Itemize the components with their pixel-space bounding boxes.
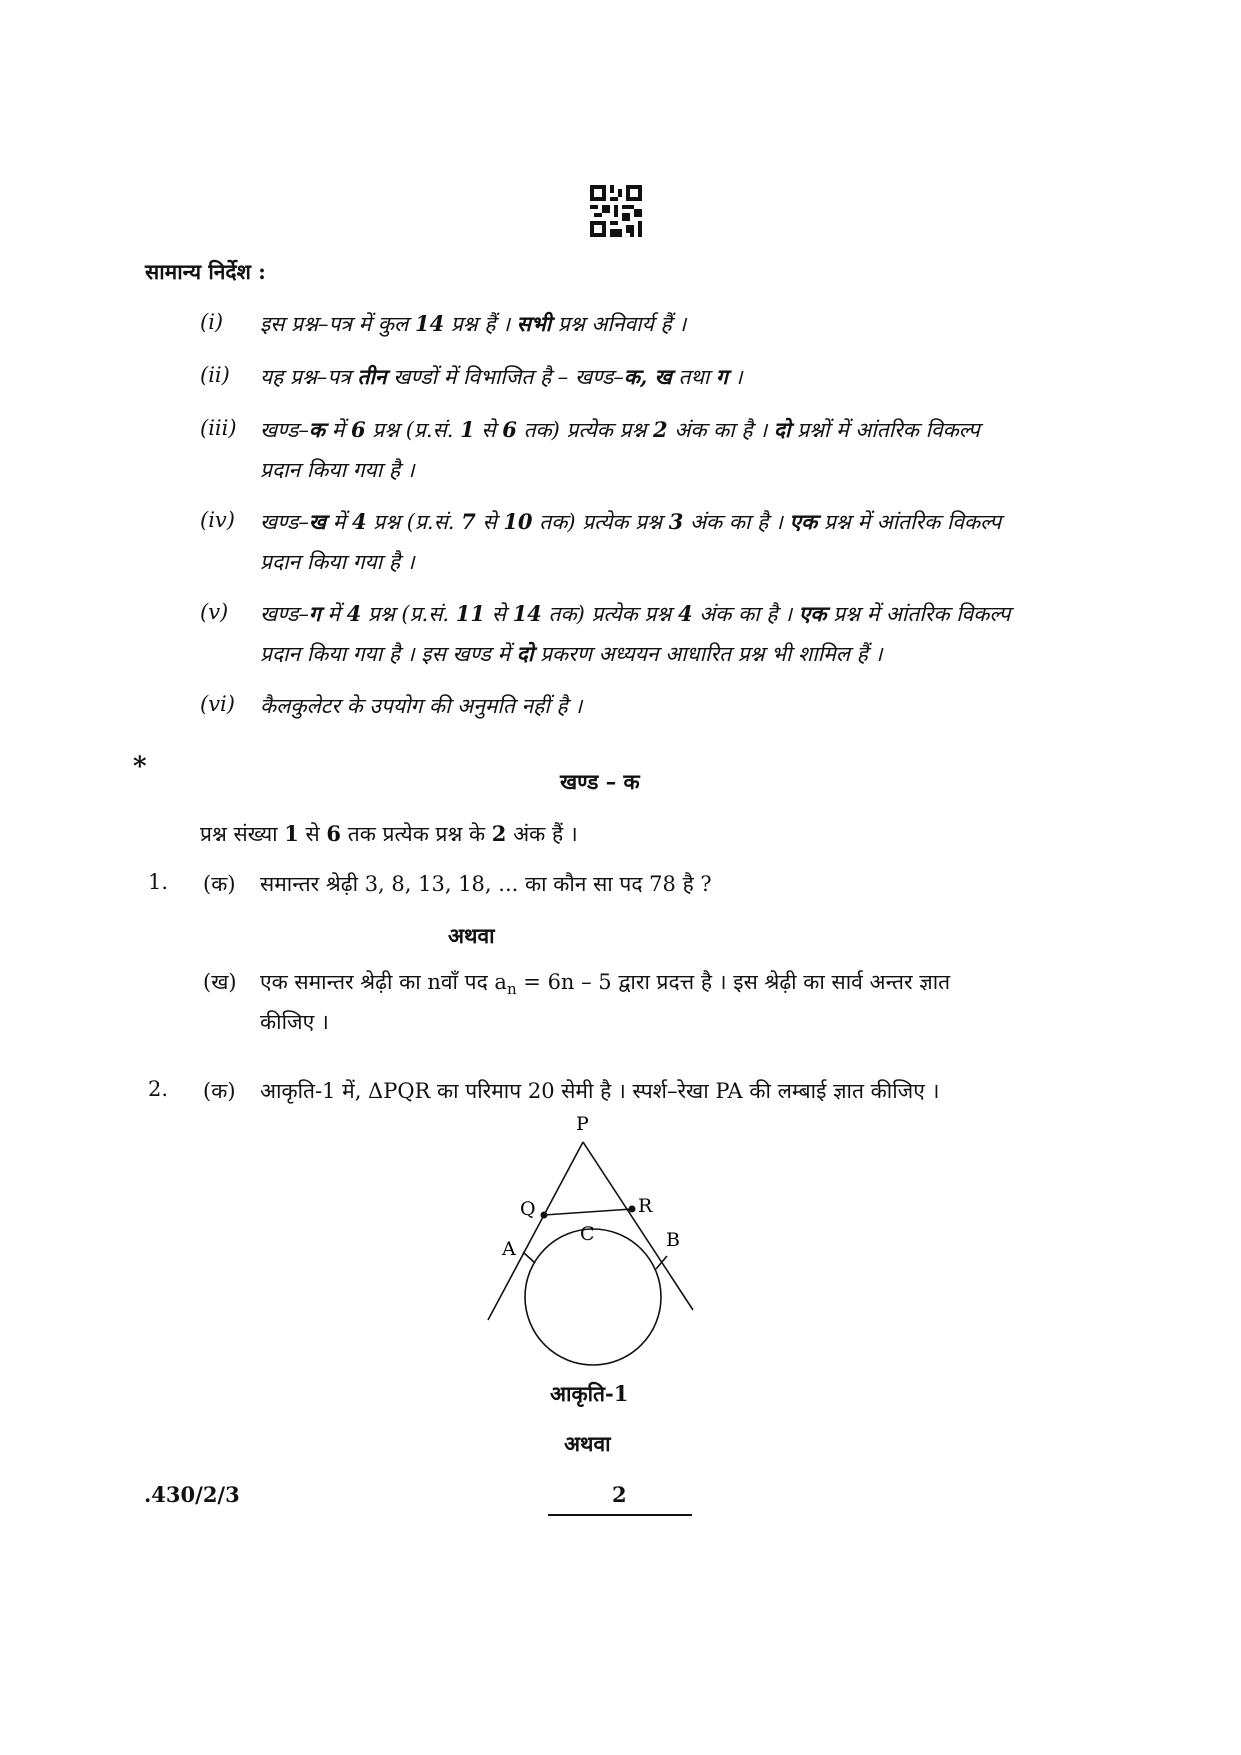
option-label: (ख) — [203, 970, 237, 994]
footer-rule — [548, 1514, 692, 1516]
label-c: C — [580, 1223, 595, 1245]
instruction-text: यह प्रश्न–पत्र तीन खण्डों में विभाजित है – खण्ड–क, ख तथा ग । — [260, 364, 743, 389]
tangent-left — [488, 1142, 583, 1320]
instruction-text: खण्ड–ख में 4 प्रश्न (प्र.सं. 7 से 10 तक) प्रत्येक प्रश्न 3 अंक का है । एक प्रश्न में आंतरिक विकल्प — [260, 509, 1002, 534]
circle — [525, 1229, 661, 1365]
instruction-number: (v) — [200, 600, 229, 624]
section-note: प्रश्न संख्या 1 से 6 तक प्रत्येक प्रश्न के 2 अंक हैं । — [200, 821, 578, 846]
instruction-text: खण्ड–क में 6 प्रश्न (प्र.सं. 1 से 6 तक) प्रत्येक प्रश्न 2 अंक का है । दो प्रश्नों में आंतरिक विकल्प — [260, 417, 980, 442]
qr-code — [590, 185, 642, 237]
question-text-continued: कीजिए । — [260, 1010, 329, 1034]
figure-lines — [488, 1142, 693, 1365]
option-label: (क) — [203, 872, 236, 896]
paper-code: .430/2/3 — [144, 1482, 240, 1507]
question-text: आकृति-1 में, ΔPQR का परिमाप 20 सेमी है । स्पर्श–रेखा PA की लम्बाई ज्ञात कीजिए । — [260, 1079, 940, 1103]
label-r: R — [638, 1195, 653, 1217]
figure-circle-tangents — [470, 1110, 710, 1370]
label-q: Q — [520, 1198, 536, 1220]
instruction-text: कैलकुलेटर के उपयोग की अनुमति नहीं है । — [260, 694, 583, 718]
tangent-qr — [544, 1209, 632, 1215]
question-text: समान्तर श्रेढ़ी 3, 8, 13, 18, ... का कौन सा पद 78 है ? — [260, 872, 712, 896]
instruction-number: (vi) — [200, 692, 235, 716]
instruction-number: (ii) — [200, 363, 230, 387]
point-q — [541, 1212, 548, 1219]
or-separator: अथवा — [564, 1431, 611, 1456]
option-label: (क) — [203, 1079, 236, 1103]
point-r — [629, 1206, 636, 1213]
question-number: 1. — [148, 870, 169, 894]
question-text: एक समान्तर श्रेढ़ी का nवाँ पद $a_n = 6n - 5$ द्वारा प्रदत्त है । इस श्रेढ़ी का सार्व अन्तर ज्ञात — [260, 970, 951, 999]
tick-a — [523, 1252, 535, 1263]
label-a: A — [502, 1238, 516, 1260]
label-p: P — [576, 1113, 589, 1135]
instruction-text: खण्ड–ग में 4 प्रश्न (प्र.सं. 11 से 14 तक) प्रत्येक प्रश्न 4 अंक का है । एक प्रश्न में आंतरिक विकल्प — [260, 601, 1011, 626]
star-marker: * — [133, 752, 147, 782]
instruction-text: इस प्रश्न–पत्र में कुल 14 प्रश्न हैं । सभी प्रश्न अनिवार्य हैं । — [260, 311, 687, 336]
instruction-text-continued: प्रदान किया गया है । — [260, 458, 415, 482]
page-number: 2 — [612, 1482, 627, 1507]
section-title: खण्ड – क — [560, 769, 640, 794]
instructions-heading: सामान्य निर्देश : — [145, 259, 266, 284]
question-number: 2. — [148, 1077, 169, 1101]
instruction-text-continued: प्रदान किया गया है । — [260, 550, 415, 574]
instruction-number: (iii) — [200, 416, 237, 440]
instruction-number: (i) — [200, 310, 224, 334]
instruction-text-continued: प्रदान किया गया है । इस खण्ड में दो प्रकरण अध्ययन आधारित प्रश्न भी शामिल हैं । — [260, 641, 883, 666]
tangent-right — [583, 1142, 693, 1310]
label-b: B — [666, 1229, 680, 1251]
or-separator: अथवा — [448, 923, 495, 948]
figure-caption: आकृति-1 — [550, 1381, 629, 1406]
instruction-number: (iv) — [200, 508, 235, 532]
